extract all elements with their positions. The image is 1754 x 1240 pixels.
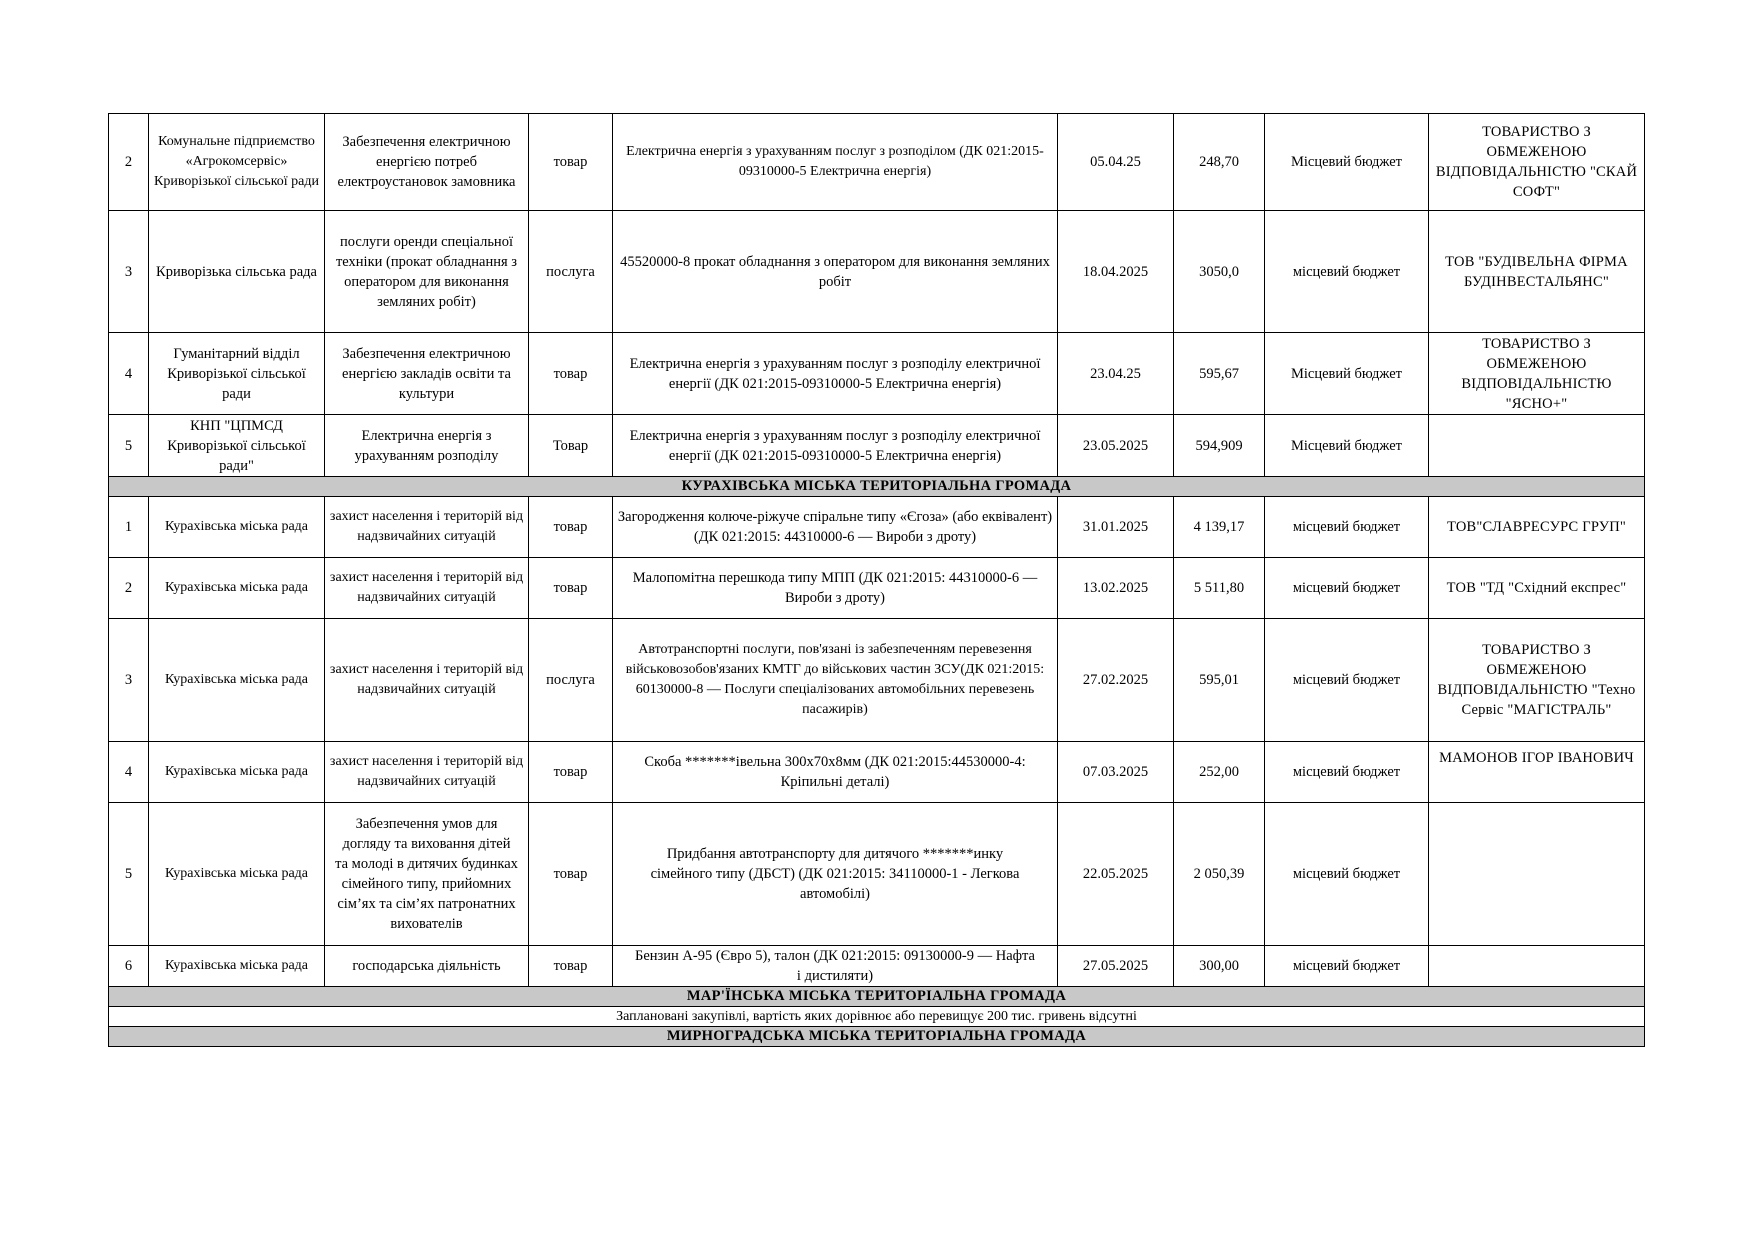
supplier-cell: МАМОНОВ ІГОР ІВАНОВИЧ	[1429, 742, 1645, 803]
supplier-cell: ТОВ"СЛАВРЕСУРС ГРУП"	[1429, 497, 1645, 558]
item-cell: Скоба *******івельна 300х70х8мм (ДК 021:2015:44530000-4: Кріпильні деталі)	[613, 742, 1058, 803]
amount-cell: 2 050,39	[1174, 803, 1265, 946]
procurement-page	[108, 113, 1644, 1047]
source-cell: місцевий бюджет	[1265, 946, 1429, 987]
table-row	[109, 619, 1645, 742]
subject-cell: Електрична енергія з урахуванням розподілу	[325, 415, 529, 477]
date-cell: 31.01.2025	[1058, 497, 1174, 558]
subject-cell: Забезпечення умов для догляду та виховання дітей та молоді в дитячих будинках сімейного типу, прийомних сім’ях та сім’ях патронатних вихователів	[325, 803, 529, 946]
section-header-marinska	[109, 987, 1645, 1007]
row-number: 2	[109, 114, 149, 211]
subject-cell: захист населення і територій від надзвичайних ситуацій	[325, 619, 529, 742]
date-cell: 27.02.2025	[1058, 619, 1174, 742]
supplier-cell: ТОВ "БУДІВЕЛЬНА ФІРМА БУДІНВЕСТАЛЬЯНС"	[1429, 211, 1645, 333]
type-cell: товар	[529, 333, 613, 415]
type-cell: послуга	[529, 211, 613, 333]
source-cell: Місцевий бюджет	[1265, 114, 1429, 211]
source-cell: Місцевий бюджет	[1265, 333, 1429, 415]
table-row	[109, 211, 1645, 333]
amount-cell: 595,01	[1174, 619, 1265, 742]
subject-cell: Забезпечення електричною енергією потреб електроустановок замовника	[325, 114, 529, 211]
table-row	[109, 803, 1645, 946]
procurement-table	[108, 113, 1645, 1047]
customer-cell: Комунальне підприємство «Агрокомсервіс» Криворізької сільської ради	[149, 114, 325, 211]
customer-cell: Гуманітарний відділ Криворізької сільської ради	[149, 333, 325, 415]
row-number: 5	[109, 415, 149, 477]
customer-cell: Курахівська міська рада	[149, 497, 325, 558]
amount-cell: 5 511,80	[1174, 558, 1265, 619]
type-cell: товар	[529, 558, 613, 619]
table-row	[109, 114, 1645, 211]
item-cell: 45520000-8 прокат обладнання з оператором для виконання земляних робіт	[613, 211, 1058, 333]
table-row	[109, 742, 1645, 803]
section-title: МИРНОГРАДСЬКА МІСЬКА ТЕРИТОРІАЛЬНА ГРОМАДА	[109, 1027, 1645, 1047]
supplier-cell: ТОВАРИСТВО З ОБМЕЖЕНОЮ ВІДПОВІДАЛЬНІСТЮ "Техно Сервіс "МАГІСТРАЛЬ"	[1429, 619, 1645, 742]
row-number: 2	[109, 558, 149, 619]
item-cell: Придбання автотранспорту для дитячого *******инку сімейного типу (ДБСТ) (ДК 021:2015: 34110000-1 - Легкова автомобілі)	[613, 803, 1058, 946]
table-row	[109, 333, 1645, 415]
date-cell: 07.03.2025	[1058, 742, 1174, 803]
row-number: 5	[109, 803, 149, 946]
source-cell: місцевий бюджет	[1265, 803, 1429, 946]
date-cell: 13.02.2025	[1058, 558, 1174, 619]
source-cell: місцевий бюджет	[1265, 619, 1429, 742]
type-cell: послуга	[529, 619, 613, 742]
subject-cell: Забезпечення електричною енергією закладів освіти та культури	[325, 333, 529, 415]
section-title: МАР'ЇНСЬКА МІСЬКА ТЕРИТОРІАЛЬНА ГРОМАДА	[109, 987, 1645, 1007]
date-cell: 23.04.25	[1058, 333, 1174, 415]
section-title: КУРАХІВСЬКА МІСЬКА ТЕРИТОРІАЛЬНА ГРОМАДА	[109, 477, 1645, 497]
subject-cell: господарська діяльність	[325, 946, 529, 987]
source-cell: Місцевий бюджет	[1265, 415, 1429, 477]
item-cell: Електрична енергія з урахуванням послуг з розподілом (ДК 021:2015-09310000-5 Електрична енергія)	[613, 114, 1058, 211]
customer-cell: Курахівська міська рада	[149, 619, 325, 742]
item-cell: Електрична енергія з урахуванням послуг з розподілу електричної енергії (ДК 021:2015-09310000-5 Електрична енергія)	[613, 333, 1058, 415]
item-cell: Електрична енергія з урахуванням послуг з розподілу електричної енергії (ДК 021:2015-09310000-5 Електрична енергія)	[613, 415, 1058, 477]
customer-cell: Курахівська міська рада	[149, 803, 325, 946]
row-number: 3	[109, 619, 149, 742]
supplier-cell	[1429, 415, 1645, 477]
source-cell: місцевий бюджет	[1265, 211, 1429, 333]
source-cell: місцевий бюджет	[1265, 742, 1429, 803]
row-number: 6	[109, 946, 149, 987]
item-cell: Малопомітна перешкода типу МПП (ДК 021:2015: 44310000-6 — Вироби з дроту)	[613, 558, 1058, 619]
table-row	[109, 497, 1645, 558]
item-cell: Автотранспортні послуги, пов'язані із забезпеченням перевезення військовозобов'язаних КМТГ до військових частин ЗСУ(ДК 021:2015: 60130000-8 — Послуги спеціалізованих автомобільних перевезень пасажирів)	[613, 619, 1058, 742]
customer-cell: КНП "ЦПМСД Криворізької сільської ради"	[149, 415, 325, 477]
type-cell: товар	[529, 114, 613, 211]
source-cell: місцевий бюджет	[1265, 558, 1429, 619]
subject-cell: захист населення і територій від надзвичайних ситуацій	[325, 497, 529, 558]
section-header-myrnohradska	[109, 1027, 1645, 1047]
date-cell: 27.05.2025	[1058, 946, 1174, 987]
amount-cell: 594,909	[1174, 415, 1265, 477]
type-cell: товар	[529, 497, 613, 558]
row-number: 4	[109, 742, 149, 803]
section-header-kurakhivska	[109, 477, 1645, 497]
date-cell: 22.05.2025	[1058, 803, 1174, 946]
item-cell: Загородження колюче-ріжуче спіральне типу «Єгоза» (або еквівалент) (ДК 021:2015: 44310000-6 — Вироби з дроту)	[613, 497, 1058, 558]
section-note-row	[109, 1007, 1645, 1027]
date-cell: 18.04.2025	[1058, 211, 1174, 333]
date-cell: 23.05.2025	[1058, 415, 1174, 477]
customer-cell: Курахівська міська рада	[149, 946, 325, 987]
table-row	[109, 558, 1645, 619]
customer-cell: Курахівська міська рада	[149, 742, 325, 803]
customer-cell: Криворізька сільська рада	[149, 211, 325, 333]
subject-cell: захист населення і територій від надзвичайних ситуацій	[325, 558, 529, 619]
type-cell: товар	[529, 946, 613, 987]
table-row	[109, 946, 1645, 987]
table-row	[109, 415, 1645, 477]
amount-cell: 3050,0	[1174, 211, 1265, 333]
amount-cell: 595,67	[1174, 333, 1265, 415]
type-cell: товар	[529, 803, 613, 946]
item-cell: Бензин А-95 (Євро 5), талон (ДК 021:2015: 09130000-9 — Нафта і дистиляти)	[613, 946, 1058, 987]
subject-cell: послуги оренди спеціальної техніки (прокат обладнання з оператором для виконання земляних робіт)	[325, 211, 529, 333]
supplier-cell	[1429, 803, 1645, 946]
subject-cell: захист населення і територій від надзвичайних ситуацій	[325, 742, 529, 803]
amount-cell: 300,00	[1174, 946, 1265, 987]
amount-cell: 248,70	[1174, 114, 1265, 211]
row-number: 4	[109, 333, 149, 415]
row-number: 1	[109, 497, 149, 558]
customer-cell: Курахівська міська рада	[149, 558, 325, 619]
section-note: Заплановані закупівлі, вартість яких дорівнює або перевищує 200 тис. гривень відсутні	[109, 1007, 1645, 1027]
type-cell: товар	[529, 742, 613, 803]
amount-cell: 252,00	[1174, 742, 1265, 803]
source-cell: місцевий бюджет	[1265, 497, 1429, 558]
type-cell: Товар	[529, 415, 613, 477]
date-cell: 05.04.25	[1058, 114, 1174, 211]
row-number: 3	[109, 211, 149, 333]
supplier-cell: ТОВАРИСТВО З ОБМЕЖЕНОЮ ВІДПОВІДАЛЬНІСТЮ "СКАЙ СОФТ"	[1429, 114, 1645, 211]
supplier-cell	[1429, 946, 1645, 987]
supplier-cell: ТОВ "ТД "Східний експрес"	[1429, 558, 1645, 619]
supplier-cell: ТОВАРИСТВО З ОБМЕЖЕНОЮ ВІДПОВІДАЛЬНІСТЮ "ЯСНО+"	[1429, 333, 1645, 415]
amount-cell: 4 139,17	[1174, 497, 1265, 558]
